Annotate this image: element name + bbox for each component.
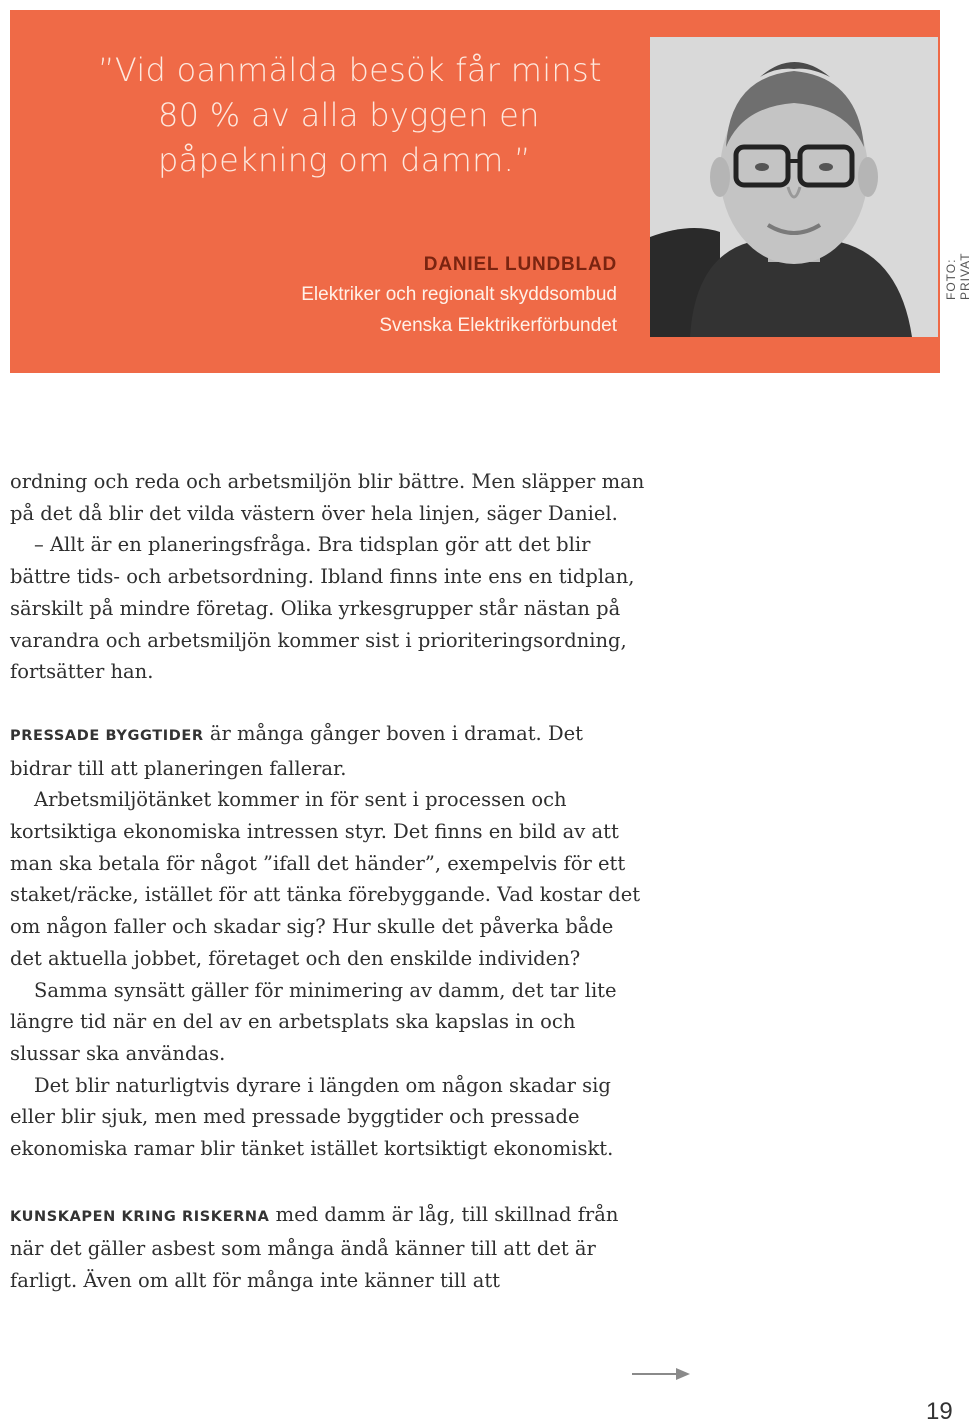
portrait-photo — [650, 37, 938, 337]
paragraph-3 — [10, 718, 650, 784]
quote-byline — [301, 251, 617, 341]
pull-quote — [98, 48, 618, 183]
paragraph-4: Arbetsmiljötänket kommer in för sent i processen och kortsiktiga ekonomiska intressen styr. Det finns en bild av att man ska betala för något ”ifall det händer”, exempelvis för ett staket/räcke, istället för att tänka förebyggande. Vad kostar det om någon faller och skadar sig? Hur skulle det påverka både det aktuella jobbet, företaget och den enskilde individen? — [10, 788, 641, 970]
paragraph-1: ordning och reda och arbetsmiljön blir bättre. Men släpper man på det då blir det vilda västern över hela linjen, säger Daniel. — [10, 470, 645, 525]
byline-org: Svenska Elektrikerförbundet — [379, 315, 617, 336]
quote-line-3: påpekning om damm.” — [158, 141, 531, 179]
paragraph-5: Samma synsätt gäller för minimering av damm, det tar lite längre tid när en del av en arbetsplats ska kapslas in och slussar ska användas. — [10, 978, 617, 1065]
article-body — [10, 466, 650, 1297]
page-number: 19 — [926, 1398, 953, 1425]
quote-line-1: ”Vid oanmälda besök får minst — [98, 51, 602, 89]
quote-line-2: 80 % av alla byggen en — [158, 96, 540, 134]
paragraph-3-text: är många gånger boven i dramat. Det bidrar till att planeringen fallerar. — [10, 721, 583, 780]
photo-credit: FOTO: PRIVAT — [944, 252, 972, 300]
lead-in-kunskapen: KUNSKAPEN KRING RISKERNA — [10, 1208, 270, 1225]
paragraph-7 — [10, 1199, 650, 1297]
byline-name: DANIEL LUNDBLAD — [423, 254, 617, 275]
paragraph-2: – Allt är en planeringsfråga. Bra tidsplan gör att det blir bättre tids- och arbetsordning. Ibland finns inte ens en tidplan, särskilt på mindre företag. Olika yrkesgrupper står nästan på varandra och arbetsmiljön kommer sist i prioriteringsordning, fortsätter han. — [10, 533, 635, 684]
paragraph-7-text: med damm är låg, till skillnad från när det gäller asbest som många ändå känner till att det är farligt. Även om allt för många inte känner till att — [10, 1202, 619, 1293]
lead-in-pressade: PRESSADE BYGGTIDER — [10, 727, 204, 744]
byline-role: Elektriker och regionalt skyddsombud — [301, 284, 617, 305]
arrow-right-icon — [632, 1367, 692, 1381]
portrait-illustration — [650, 37, 938, 337]
paragraph-6: Det blir naturligtvis dyrare i längden om någon skadar sig eller blir sjuk, men med pressade byggtider och pressade ekonomiska ramar blir tänket istället kortsiktigt ekonomiskt. — [10, 1073, 614, 1161]
